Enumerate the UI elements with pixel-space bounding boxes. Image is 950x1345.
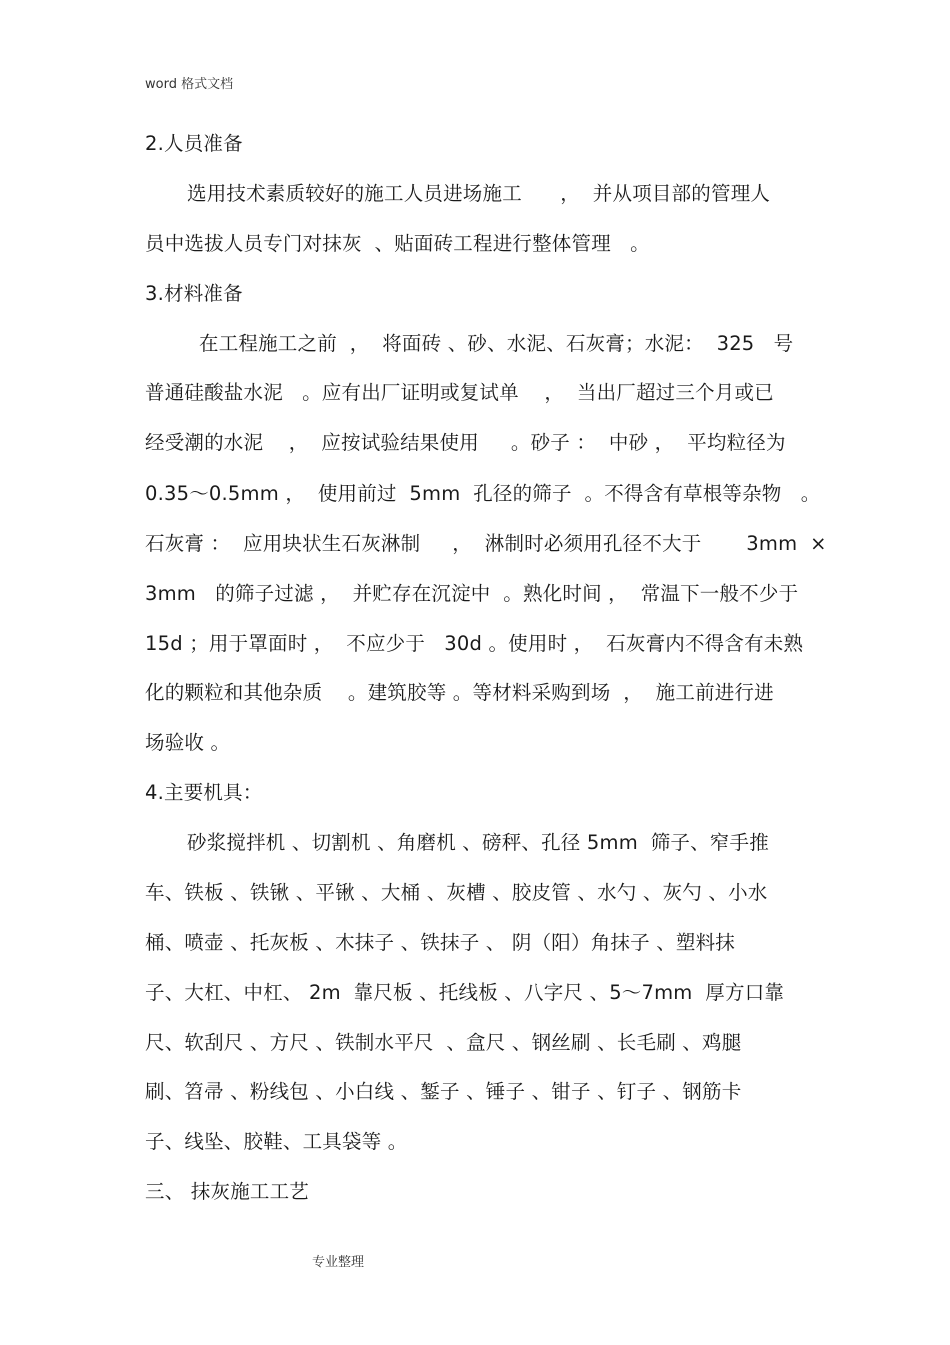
section-heading-materials: 3.材料准备 xyxy=(145,282,243,305)
paragraph-line: 刷、笤帚 、粉线包 、小白线 、錾子 、锤子 、钳子 、钉子 、钢筋卡 xyxy=(145,1080,742,1103)
paragraph-line: 化的颗粒和其他杂质 。建筑胶等 。等材料采购到场 ， 施工前进行进 xyxy=(145,681,774,704)
paragraph-line: 在工程施工之前 ， 将面砖 、砂、水泥、石灰膏；水泥： 325 号 xyxy=(199,332,794,355)
paragraph-line: 子、线坠、胶鞋、工具袋等 。 xyxy=(145,1130,408,1153)
paragraph-line: 场验收 。 xyxy=(145,731,231,754)
paragraph-line: 石灰膏 ： 应用块状生石灰淋制 ， 淋制时必须用孔径不大于 3mm × xyxy=(145,532,827,555)
section-heading-personnel: 2.人员准备 xyxy=(145,132,243,155)
section-heading-tools: 4.主要机具： xyxy=(145,781,263,804)
paragraph-line: 0.35～0.5mm ， 使用前过 5mm 孔径的筛子 。不得含有草根等杂物 。 xyxy=(145,482,821,505)
paragraph-line: 选用技术素质较好的施工人员进场施工 ， 并从项目部的管理人 xyxy=(187,182,771,205)
paragraph-line: 尺、软刮尺 、方尺 、铁制水平尺 、盒尺 、钢丝刷 、长毛刷 、鸡腿 xyxy=(145,1031,742,1054)
page-footer: 专业整理 xyxy=(312,1255,365,1270)
paragraph-line: 经受潮的水泥 ， 应按试验结果使用 。砂子 ： 中砂 ， 平均粒径为 xyxy=(145,431,786,454)
paragraph-line: 员中选拔人员专门对抹灰 、贴面砖工程进行整体管理 。 xyxy=(145,232,650,255)
page-header: word 格式文档 xyxy=(145,77,234,92)
paragraph-line: 3mm 的筛子过滤 ， 并贮存在沉淀中 。熟化时间 ， 常温下一般不少于 xyxy=(145,582,799,605)
paragraph-line: 砂浆搅拌机 、切割机 、角磨机 、磅秤、孔径 5mm 筛子、窄手推 xyxy=(187,831,769,854)
paragraph-line: 普通硅酸盐水泥 。应有出厂证明或复试单 ， 当出厂超过三个月或已 xyxy=(145,381,774,404)
section-heading-plastering-process: 三、 抹灰施工工艺 xyxy=(145,1180,309,1203)
paragraph-line: 桶、喷壶 、托灰板 、木抹子 、铁抹子 、 阴（阳）角抹子 、塑料抹 xyxy=(145,931,735,954)
paragraph-line: 子、大杠、中杠、 2m 靠尺板 、托线板 、八字尺 、5～7mm 厚方口靠 xyxy=(145,981,785,1004)
paragraph-line: 车、铁板 、铁锹 、平锹 、大桶 、灰槽 、胶皮管 、水勺 、灰勺 、小水 xyxy=(145,881,768,904)
paragraph-line: 15d ；用于罩面时 ， 不应少于 30d 。使用时 ， 石灰膏内不得含有未熟 xyxy=(145,632,804,655)
